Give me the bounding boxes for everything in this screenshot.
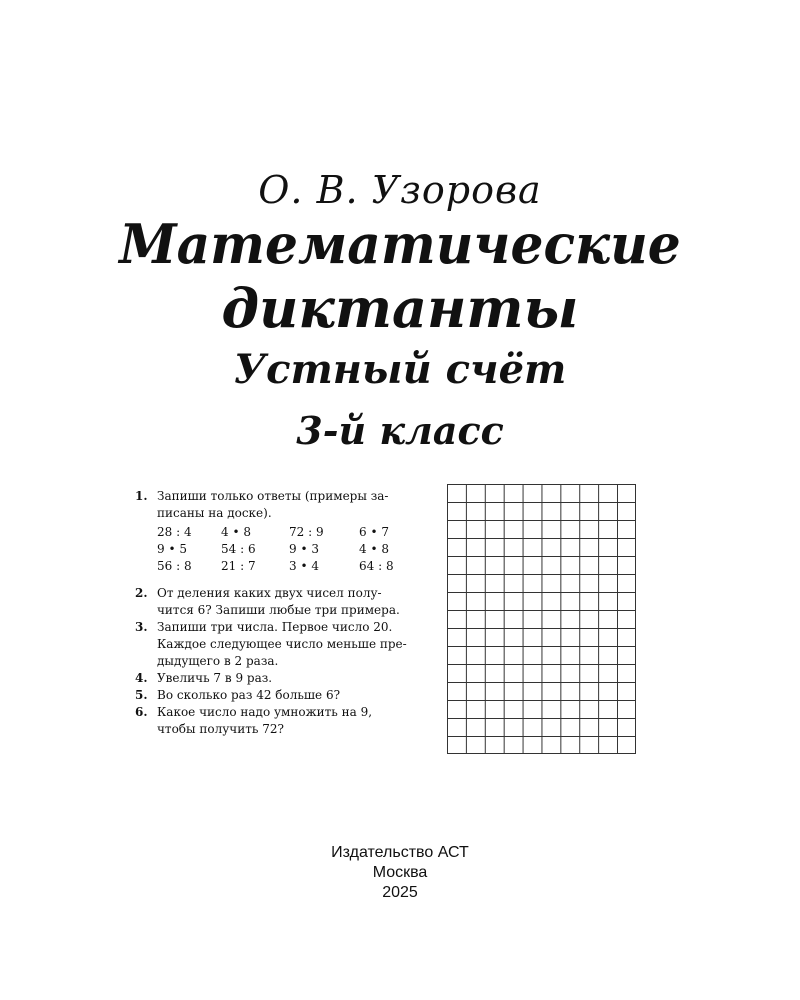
task-text <box>157 670 440 687</box>
example-cell: 54 : 6 <box>221 542 256 556</box>
task-text-line: чится 6? Запиши любые три примера. <box>157 603 400 617</box>
example-cell: 4 • 8 <box>221 525 251 539</box>
example-cell: 9 • 5 <box>157 542 187 556</box>
task-text <box>157 619 440 670</box>
example-cell: 9 • 3 <box>289 542 319 556</box>
task-item <box>135 585 440 619</box>
example-cell: 6 • 7 <box>359 525 389 539</box>
example-cell: 72 : 9 <box>289 525 324 539</box>
task-number: 3. <box>135 620 148 634</box>
task-item <box>135 619 440 670</box>
example-cell: 3 • 4 <box>289 559 319 573</box>
task-text-line: Какое число надо умножить на 9, <box>157 705 373 719</box>
example-cell: 56 : 8 <box>157 559 192 573</box>
task-item <box>135 488 440 522</box>
answer-grid <box>447 484 636 754</box>
task-text-line: писаны на доске). <box>157 506 272 520</box>
example-cell: 64 : 8 <box>359 559 394 573</box>
publisher-city: Москва <box>372 864 428 881</box>
task-text-line: Запиши три числа. Первое число 20. <box>157 620 393 634</box>
task-number: 6. <box>135 705 148 719</box>
task-number: 5. <box>135 688 148 702</box>
example-cell: 28 : 4 <box>157 525 192 539</box>
task-text-line: Увеличь 7 в 9 раз. <box>157 671 273 685</box>
task-item <box>135 687 440 704</box>
task-item <box>135 670 440 687</box>
task-text-line: Запиши только ответы (примеры за- <box>157 489 389 503</box>
task-text-line: От деления каких двух чисел полу- <box>157 586 382 600</box>
task-text-line: Каждое следующее число меньше пре- <box>157 637 407 651</box>
examples-table <box>157 524 440 575</box>
task-list <box>135 488 440 738</box>
publication-year: 2025 <box>382 884 418 901</box>
task-text <box>157 704 440 738</box>
publisher-name: Издательство АСТ <box>331 844 469 861</box>
book-title-line-2: диктанты <box>221 276 579 340</box>
book-title-line-1: Математические <box>119 212 681 276</box>
task-text-line: дыдущего в 2 раза. <box>157 654 279 668</box>
grade-label: 3-й класс <box>296 408 504 453</box>
example-cell: 4 • 8 <box>359 542 389 556</box>
publisher-block <box>0 843 800 903</box>
task-number: 1. <box>135 489 148 503</box>
task-text <box>157 488 440 522</box>
task-item <box>135 704 440 738</box>
task-text-line: Во сколько раз 42 больше 6? <box>157 688 341 702</box>
task-number: 4. <box>135 671 148 685</box>
task-text-line: чтобы получить 72? <box>157 722 284 736</box>
task-number: 2. <box>135 586 148 600</box>
task-text <box>157 687 440 704</box>
task-text <box>157 585 440 619</box>
author-name: О. В. Узорова <box>258 168 542 212</box>
example-cell: 21 : 7 <box>221 559 256 573</box>
book-subtitle: Устный счёт <box>233 346 567 393</box>
